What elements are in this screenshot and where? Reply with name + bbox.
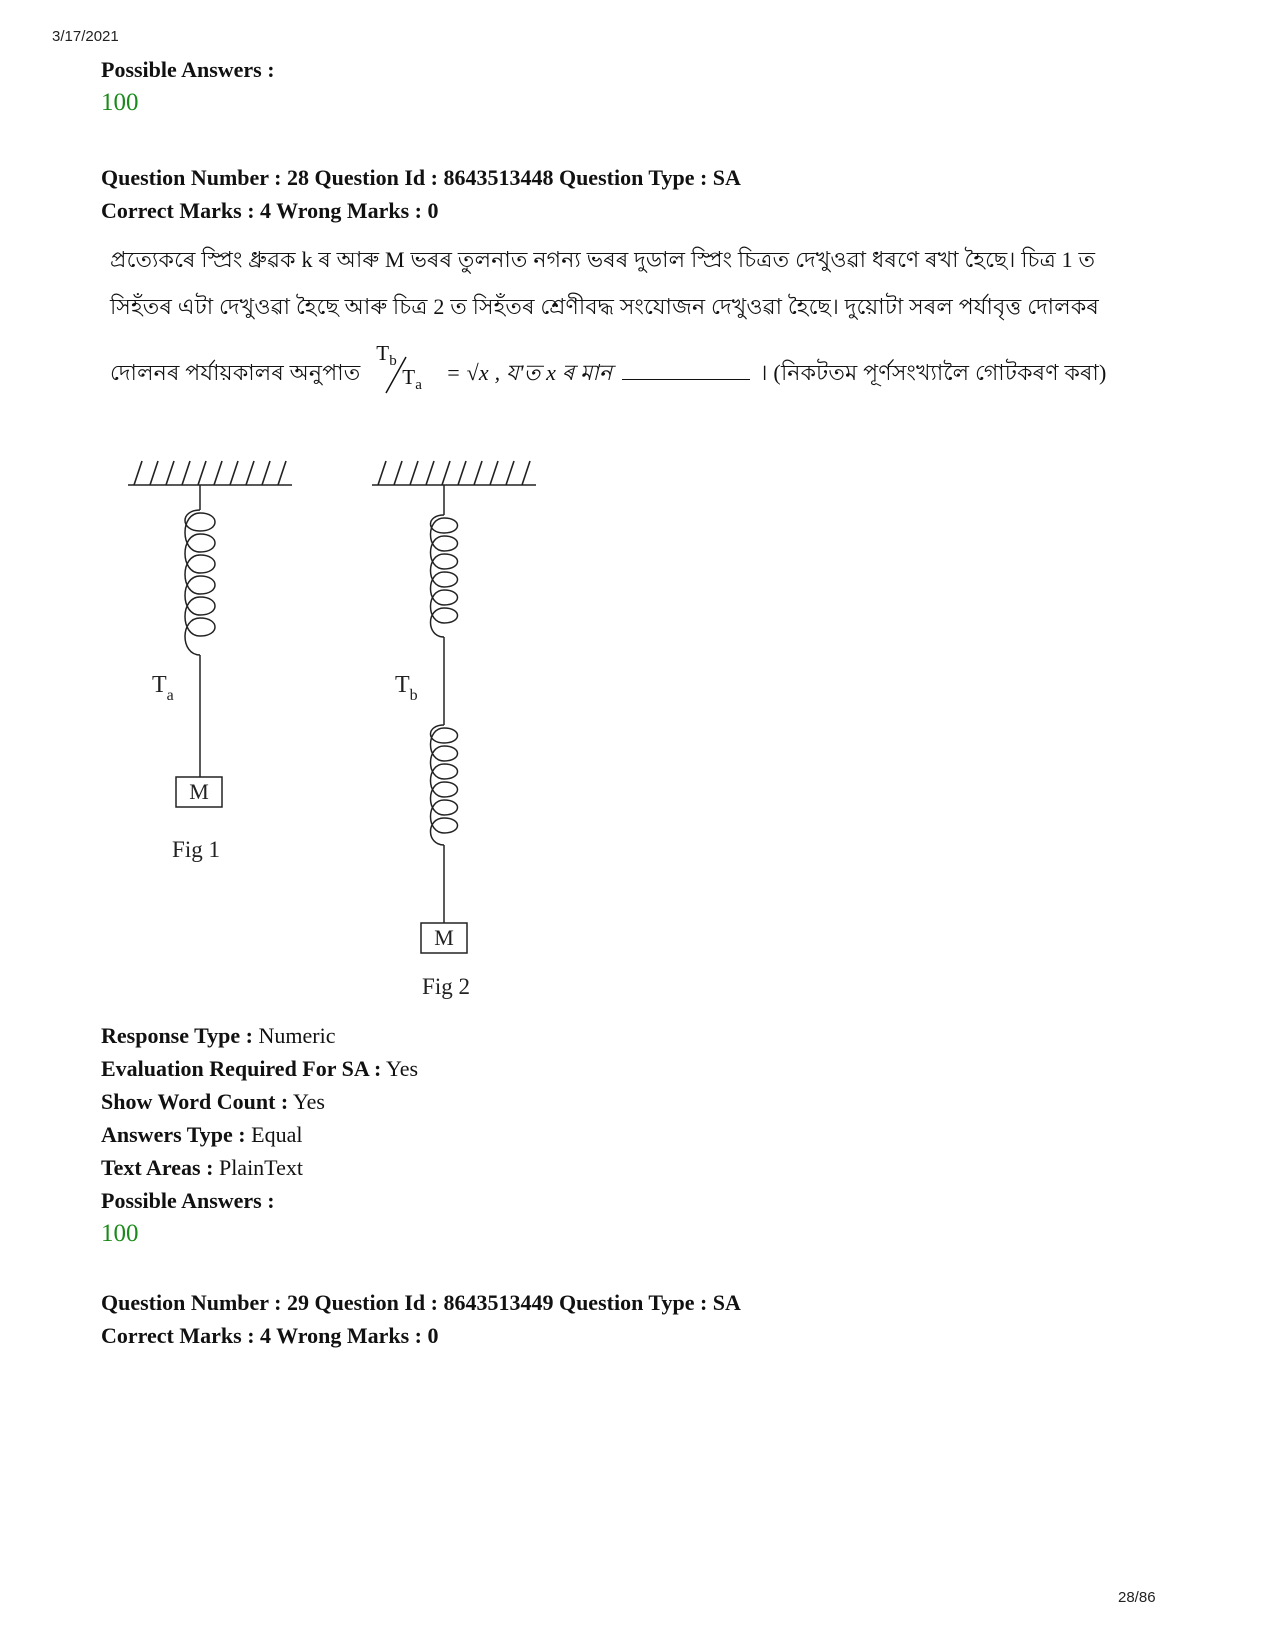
question-28-text-line-3-start: দোলনৰ পৰ্যায়কালৰ অনুপাত [110,360,361,386]
meta-show-word-count: Show Word Count : Yes [101,1089,325,1114]
spring-figure [120,455,580,1025]
question-29-info: Question Number : 29 Question Id : 8643513449 Question Type : SA [101,1290,741,1315]
fig2-lower-spring [431,725,458,923]
fig1-spring [185,485,215,777]
possible-answers-label: Possible Answers : [101,57,275,82]
fig1-period-label: $T_a$ [152,672,174,704]
question-29-marks: Correct Marks : 4 Wrong Marks : 0 [101,1323,439,1348]
fig2-period-label: $T_b$ [395,672,418,704]
fig2-ceiling [372,461,536,485]
page-number: 28/86 [1118,1589,1156,1606]
meta-response-type: Response Type : Numeric [101,1023,336,1048]
possible-answers-label: Possible Answers : [101,1188,275,1213]
fig2-upper-spring [431,485,458,725]
ratio-equation: = √x , য'ত x ৰ মান [445,360,613,386]
ratio-denominator-sub: a [415,377,423,394]
meta-text-areas: Text Areas : PlainText [101,1155,303,1180]
question-28-marks: Correct Marks : 4 Wrong Marks : 0 [101,198,439,223]
ratio-numerator-sub: b [389,353,397,370]
possible-answer-value: 100 [101,89,139,116]
question-28-header [101,161,741,227]
meta-answers-type: Answers Type : Equal [101,1122,303,1147]
fig1-ceiling [128,461,292,485]
print-date: 3/17/2021 [52,28,119,45]
question-28-text-line-3-end: । (নিকটতম পূৰ্ণসংখ্যালৈ গোটকৰণ কৰা) [759,360,1107,386]
fig2-caption: Fig 2 [422,974,470,999]
ratio-numerator: T [376,341,390,365]
meta-evaluation-required: Evaluation Required For SA : Yes [101,1056,419,1081]
possible-answer-value: 100 [101,1220,139,1247]
fig1-caption: Fig 1 [172,837,220,862]
question-28-info: Question Number : 28 Question Id : 8643513448 Question Type : SA [101,165,741,190]
fig2-mass-label: M [434,925,454,950]
question-28-text-line-1: প্ৰত্যেকৰে স্প্ৰিং ধ্ৰুৱক k ৰ আৰু M ভৰৰ তুলনাত নগন্য ভৰৰ দুডাল স্প্ৰিং চিত্ৰত দেখুওৱা ধৰণে ৰখা হৈছে। চিত্ৰ 1 ত [110,247,1096,272]
period-ratio [372,341,434,395]
prev-answer-block [101,53,275,120]
question-28-meta [101,1019,418,1251]
ratio-denominator: T [402,365,416,389]
question-28-text-line-3 [110,341,1107,395]
answer-blank [622,363,750,380]
question-29-header [101,1286,741,1352]
fig1-mass-label: M [189,779,209,804]
question-28-text-line-2: সিহঁতৰ এটা দেখুওৱা হৈছে আৰু চিত্ৰ 2 ত সিহঁতৰ শ্ৰেণীবদ্ধ সংযোজন দেখুওৱা হৈছে। দুয়োটা সৰল পৰ্যাবৃত্ত দোলকৰ [110,294,1100,319]
